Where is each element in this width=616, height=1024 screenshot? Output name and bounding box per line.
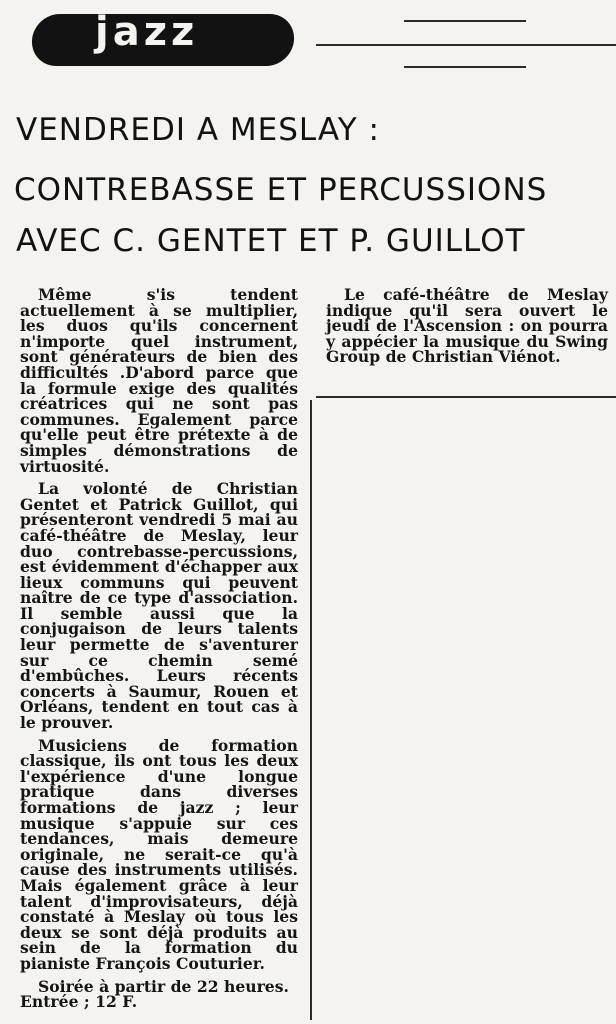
column-divider	[310, 400, 312, 1020]
paragraph-3: Musiciens de formation classique, ils ont tous les deux l'expérience d'une longue pratique dans diverses formations de jazz ; leur musique s'appuie sur ces tendances, mais demeure originale, ne serait-ce qu'à cause des instruments utilisés. Mais également grâce à leur talent d'improvisateurs, déjà constaté à Meslay où tous les deux se sont déjà produits au sein de la formation du pianiste François Couturier.	[20, 735, 298, 973]
article-column-right	[326, 287, 608, 372]
headline-line-2: CONTREBASSE ET PERCUSSIONS	[14, 172, 548, 208]
headline-line-1: VENDREDI A MESLAY :	[16, 112, 380, 148]
paragraph-5: Le café-théâtre de Meslay indique qu'il sera ouvert le jeudi de l'Ascension : on pourra y appécier la musique du Swing Group de Christian Viénot.	[326, 285, 608, 367]
rule-under-right-column	[316, 396, 616, 398]
paragraph-4: Soirée à partir de 22 heures. Entrée ; 12 F.	[20, 976, 289, 1012]
paragraph-2: La volonté de Christian Gentet et Patrick Guillot, qui présenteront vendredi 5 mai au café-théâtre de Meslay, leur duo contrebasse-percussions, est évidemment d'échapper aux lieux communs qui peuvent naître de ce type d'association. Il semble aussi que la conjugaison de leurs talents leur permette de s'aventurer sur ce chemin semé d'embûches. Leurs récents concerts à Saumur, Rouen et Orléans, tendent en tout cas à le prouver.	[20, 479, 298, 733]
headline-line-3: AVEC C. GENTET ET P. GUILLOT	[16, 223, 526, 259]
paragraph-1: Même s'is tendent actuellement à se multiplier, les duos qu'ils concernent n'importe quel instrument, sont générateurs de bien des difficultés .D'abord parce que la formule exige des qualités créatrices qui ne sont pas communes. Egalement parce qu'elle peut être prétexte à de simples démonstrations de virtuosité.	[20, 285, 298, 476]
rule-lower	[404, 66, 526, 68]
rule-middle	[316, 44, 616, 46]
article-column-left	[20, 287, 298, 1017]
rule-top	[404, 20, 526, 22]
section-tag: jazz	[95, 9, 199, 55]
